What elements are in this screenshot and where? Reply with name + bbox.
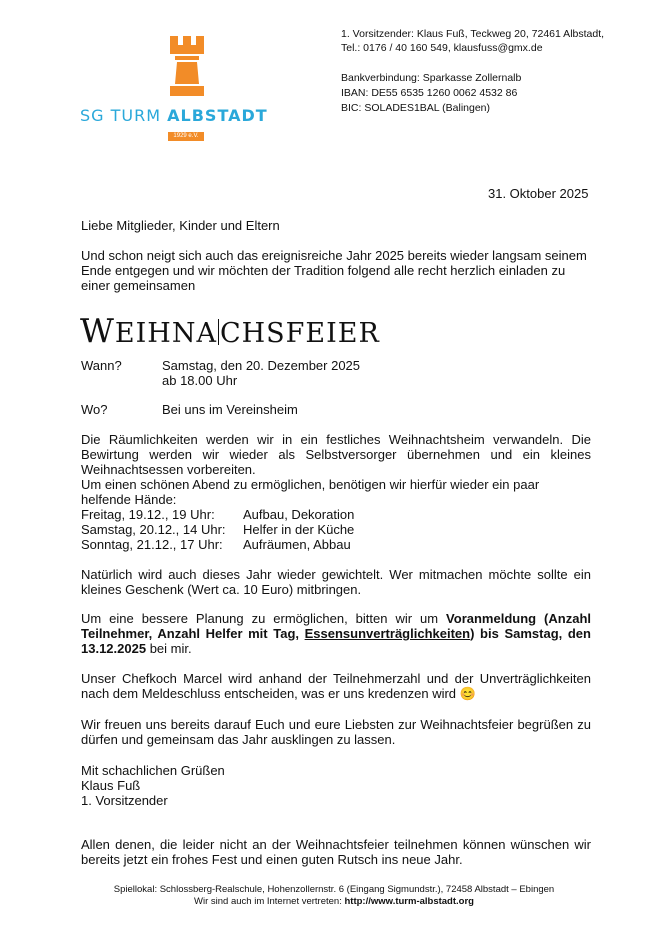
club-logo (80, 34, 308, 142)
when-time: ab 18.00 Uhr (162, 373, 238, 388)
letter-date: 31. Oktober 2025 (488, 186, 589, 201)
salutation: Liebe Mitglieder, Kinder und Eltern (81, 218, 280, 233)
bic-line: BIC: SOLADES1BAL (Balingen) (341, 102, 491, 114)
rooms-paragraph: Die Räumlichkeiten werden wir in ein festliches Weihnachtsheim verwandeln. Die Bewirtung werden wir wieder als Selbstversorger übernehmen und ein kleines Weihnachtsessen vorbereiten. (81, 432, 591, 477)
footer-web-prefix: Wir sind auch im Internet vertreten: (194, 896, 345, 907)
registration-lead: Um eine bessere Planung zu ermöglichen, bitten wir um (81, 611, 447, 626)
club-name-light: SG TURM (80, 106, 168, 125)
contact-line-1: 1. Vorsitzender: Klaus Fuß, Teckweg 20, 72461 Albstadt, (341, 28, 605, 40)
bank-line-1: Bankverbindung: Sparkasse Zollernalb (341, 72, 522, 84)
signoff-name: Klaus Fuß (81, 778, 141, 793)
schedule-task-1: Aufbau, Dekoration (243, 507, 355, 522)
schedule-task-2: Helfer in der Küche (243, 522, 355, 537)
website-link[interactable]: http://www.turm-albstadt.org (344, 896, 474, 907)
smiley-icon: 😊 (459, 686, 476, 701)
closing-paragraph: Wir freuen uns bereits darauf Euch und eure Liebsten zur Weihnachtsfeier begrüßen zu dürfen und gemeinsam das Jahr ausklingen zu lassen. (81, 717, 591, 747)
signoff-role: 1. Vorsitzender (81, 793, 168, 808)
intro-paragraph: Und schon neigt sich auch das ereignisreiche Jahr 2025 bereits wieder langsam seinem Ende entgegen und wir möchten der Tradition folgend alle recht herzlich einladen zu einer gemeinsamen (81, 248, 587, 293)
schedule-day-2: Samstag, 20.12., 14 Uhr: (81, 522, 226, 537)
club-name (80, 106, 268, 125)
title-initial: W (80, 311, 115, 350)
where-label: Wo? (81, 402, 108, 417)
registration-tail: bei mir. (146, 641, 192, 656)
helpers-paragraph: Um einen schönen Abend zu ermöglichen, benötigen wir hierfür wieder ein paar helfende Hände: (81, 477, 540, 507)
schedule-day-1: Freitag, 19.12., 19 Uhr: (81, 507, 215, 522)
founded-badge (168, 132, 204, 141)
iban-line: IBAN: DE55 6535 1260 0062 4532 86 (341, 87, 518, 99)
registration-underlined: Essensunverträglichkeiten (304, 626, 471, 641)
title-part-1: EIHNA (114, 318, 217, 349)
chef-paragraph (81, 671, 591, 701)
where-value: Bei uns im Vereinsheim (162, 402, 298, 417)
chef-text: Unser Chefkoch Marcel wird anhand der Teilnehmerzahl und der Unverträglichkeiten nach dem Meldeschluss entscheiden, was er uns kredenzen wird (81, 671, 591, 701)
text-cursor (218, 319, 219, 345)
contact-line-2: Tel.: 0176 / 40 160 549, klausfuss@gmx.de (341, 42, 543, 54)
when-label: Wann? (81, 358, 122, 373)
registration-bold-2: ) bis Samstag, den 13.12.2025 (81, 626, 591, 656)
page-title (80, 311, 380, 350)
registration-paragraph (81, 611, 591, 656)
club-name-bold: ALBSTADT (167, 106, 268, 125)
chess-rook-icon (164, 34, 210, 98)
final-paragraph: Allen denen, die leider nicht an der Weihnachtsfeier teilnehmen können wünschen wir bereits jetzt ein frohes Fest und einen guten Rutsch ins neue Jahr. (81, 837, 591, 867)
registration-bold-1: Voranmeldung (Anzahl Teilnehmer, Anzahl Helfer mit Tag, (81, 611, 591, 641)
signoff-greeting: Mit schachlichen Grüßen (81, 763, 225, 778)
gifts-paragraph: Natürlich wird auch dieses Jahr wieder gewichtelt. Wer mitmachen möchte sollte ein kleines Geschenk (Wert ca. 10 Euro) mitbringen. (81, 567, 591, 597)
founded-text: 1929 e.V. (173, 133, 199, 139)
footer-venue: Spiellokal: Schlossberg-Realschule, Hohenzollernstr. 6 (Eingang Sigmundstr.), 72458 Albstadt – Ebingen (113, 884, 555, 895)
schedule-day-3: Sonntag, 21.12., 17 Uhr: (81, 537, 223, 552)
footer-web (0, 896, 668, 908)
title-part-2: CHSFEIER (219, 318, 380, 349)
when-date: Samstag, den 20. Dezember 2025 (162, 358, 361, 373)
schedule-task-3: Aufräumen, Abbau (243, 537, 351, 552)
